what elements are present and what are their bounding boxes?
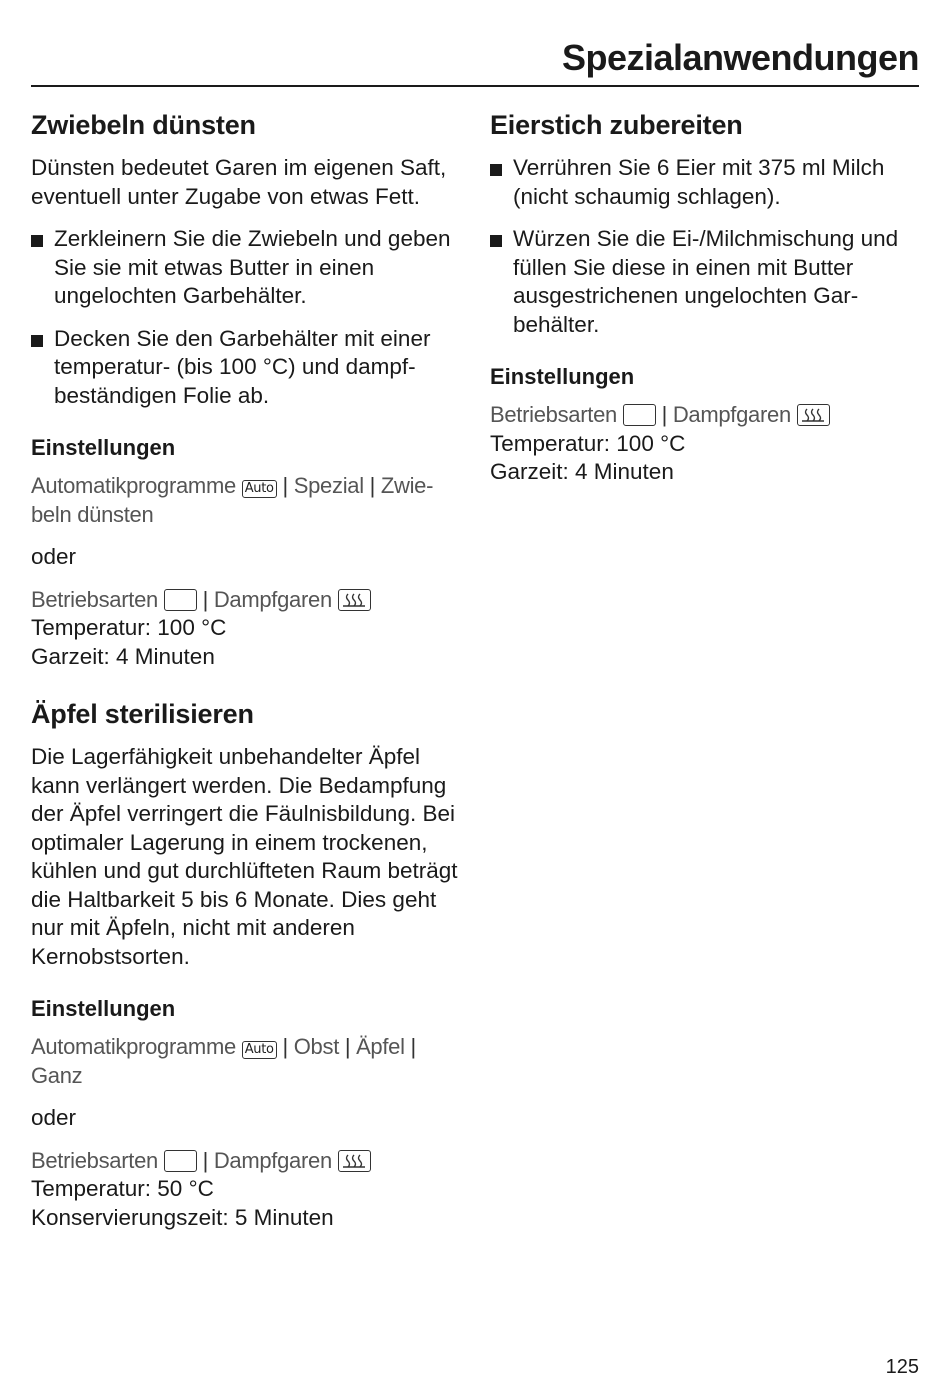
- steam-icon: [338, 1150, 371, 1172]
- operating-modes-icon: [164, 1150, 197, 1172]
- auto-program-path: Automatikprogramme Auto | Spezial | Zwiebeln dünsten: [31, 473, 434, 527]
- temperature-text: Temperatur: 100 °C: [490, 430, 686, 456]
- bullet-square-icon: [490, 164, 502, 176]
- section-apfel: [31, 697, 461, 1232]
- time-text: Garzeit: 4 Minuten: [490, 459, 674, 484]
- bullet-square-icon: [31, 235, 43, 247]
- operating-modes-icon: [164, 589, 197, 611]
- section-eierstich: [490, 108, 922, 487]
- or-text: oder: [31, 1105, 77, 1130]
- steam-icon: [797, 404, 830, 426]
- list-item: Decken Sie den Garbehälter mit einer temperatur- (bis 100 °C) und dampfbeständigen Folie ab.: [31, 325, 461, 411]
- settings-heading: Einstellungen: [31, 435, 176, 460]
- auto-icon: Auto: [242, 1041, 277, 1059]
- mode-path: Betriebsarten | Dampfgaren: [490, 401, 922, 430]
- settings-heading: Einstellungen: [31, 996, 176, 1021]
- section-heading: Eierstich zubereiten: [490, 110, 743, 140]
- page-title: Spezialanwendungen: [561, 37, 919, 78]
- bullet-square-icon: [490, 235, 502, 247]
- auto-program-path: Automatikprogramme Auto | Obst | Äpfel | Ganz: [31, 1034, 416, 1088]
- bullet-square-icon: [31, 335, 43, 347]
- section-heading: Zwiebeln dünsten: [31, 110, 256, 140]
- list-item: Verrühren Sie 6 Eier mit 375 ml Milch (nicht schaumig schlagen).: [490, 154, 922, 211]
- time-text: Garzeit: 4 Minuten: [31, 643, 215, 669]
- auto-icon: Auto: [242, 480, 277, 498]
- settings-heading: Einstellungen: [490, 364, 635, 389]
- page-header: [31, 36, 919, 87]
- section-heading: Äpfel sterilisieren: [31, 699, 254, 729]
- list-item: Würzen Sie die Ei-/Milchmischung und füllen Sie diese in einen mit Butter ausgestrichenen ungelochten Garbehälter.: [490, 225, 922, 339]
- instruction-list: [31, 225, 461, 410]
- time-text: Konservierungszeit: 5 Minuten: [31, 1204, 334, 1230]
- right-column: [490, 108, 922, 487]
- or-text: oder: [31, 544, 77, 569]
- operating-modes-icon: [623, 404, 656, 426]
- steam-icon: [338, 589, 371, 611]
- temperature-text: Temperatur: 50 °C: [31, 1176, 214, 1201]
- list-item: Zerkleinern Sie die Zwiebeln und geben Sie sie mit etwas Butter in einen ungelochten Garbehälter.: [31, 225, 461, 311]
- instruction-list: [490, 154, 922, 339]
- intro-text: Die Lagerfähigkeit unbehandelter Äpfel kann verlängert werden. Die Bedampfung der Äpfel verringert die Fäulnisbildung. Bei optimaler Lagerung in einem trockenen, kühlen und gut durchlüfteten Raum beträgt die Haltbarkeit 5 bis 6 Monate. Dies geht nur mit Äpfeln, nicht mit anderen Kernobstsorten.: [31, 744, 458, 969]
- left-column: [31, 108, 461, 1232]
- intro-text: Dünsten bedeutet Garen im eigenen Saft, eventuell unter Zugabe von etwas Fett.: [31, 155, 447, 209]
- section-zwiebeln: [31, 108, 461, 671]
- mode-path: Betriebsarten | Dampfgaren: [31, 586, 461, 615]
- page-number: 125: [885, 1356, 919, 1378]
- mode-path: Betriebsarten | Dampfgaren: [31, 1147, 461, 1176]
- temperature-text: Temperatur: 100 °C: [31, 615, 227, 640]
